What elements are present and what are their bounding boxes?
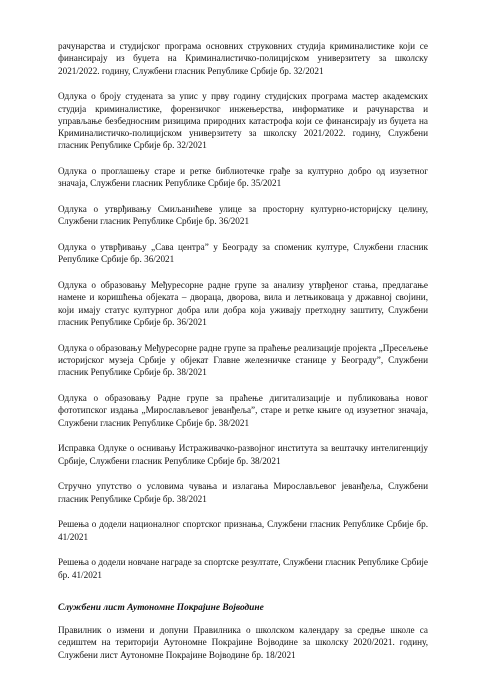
document-paragraph: Одлука о броју студената за упис у прву годину студијских програма мастер академских студија криминалистике, форензичког инжењерства, информатике и рачунарства и управљање безбедносним ризицима природних катастрофа који се финансирају из буџета на Криминалистичко-полицијском универзитету за школску 2021/2022. годину, Службени гласник Републике Србије бр. 32/2021 [58, 91, 428, 151]
document-paragraph: Решења о додели националног спортског признања, Службени гласник Републике Србије бр. 41/2021 [58, 519, 428, 542]
document-paragraph: Одлука о утврђивању Смиљанићеве улице за просторну културно-историјску целину, Службени гласник Републике Србије бр. 36/2021 [58, 204, 428, 227]
document-paragraph: Стручно упутство о условима чувања и излагања Мирослављевог јеванђеља, Службени гласник Републике Србије бр. 38/2021 [58, 481, 428, 504]
document-paragraph: Решења о додели новчане награде за спортске резултате, Службени гласник Републике Србије бр. 41/2021 [58, 557, 428, 580]
document-paragraph: рачунарства и студијског програма основних струковних студија криминалистике који се финансирају из буџета на Криминалистичко-полицијском универзитету за школску 2021/2022. годину, Службени гласник Републике Србије бр. 32/2021 [58, 41, 428, 76]
document-paragraph: Одлука о образовању Радне групе за праћење дигитализације и публиковања новог фототипског издања „Мирослављевог јеванђеља”, старе и ретке књиге од изузетног значаја, Службени гласник Републике Србије бр. 38/2021 [58, 392, 428, 428]
document-paragraph: Одлука о утврђивању „Сава центра” у Београду за споменик културе, Службени гласник Републике Србије бр. 36/2021 [58, 242, 428, 265]
document-paragraph: Одлука о образовању Међуресорне радне групе за праћење реализације пројекта „Пресељење историјског музеја Србије у објекат Главне железничке станице у Београду”, Службени гласник Републике Србије бр. 38/2021 [58, 342, 428, 378]
document-paragraph: Правилник о измени и допуни Правилника о школском календару за средње школе са седиштем на територији Аутономне Покрајине Војводине за школску 2020/2021. годину, Службени лист Аутономне Покрајине Војводине бр. 18/2021 [58, 625, 428, 660]
document-paragraph: Одлука о проглашењу старе и ретке библиотечке грађе за културно добро од изузетног значаја, Службени гласник Републике Србије бр. 35/2021 [58, 166, 428, 189]
document-content [58, 40, 428, 674]
document-paragraph: Одлука о образовању Међуресорне радне групе за анализу утврђеног стања, предлагање намене и коришћења објеката – двораца, дворова, вила и летњиковаца у државној својини, који имају статус културног добра или добра која уживају претходну заштиту, Службени гласник Републике Србије бр. 36/2021 [58, 280, 428, 327]
section-heading: Службени лист Аутономне Покрајине Војводине [58, 602, 264, 613]
document-paragraph: Исправка Одлуке о оснивању Истраживачко-развојног института за вештачку интелигенцију Србије, Службени гласник Републике Србије бр. 38/2021 [58, 443, 428, 466]
